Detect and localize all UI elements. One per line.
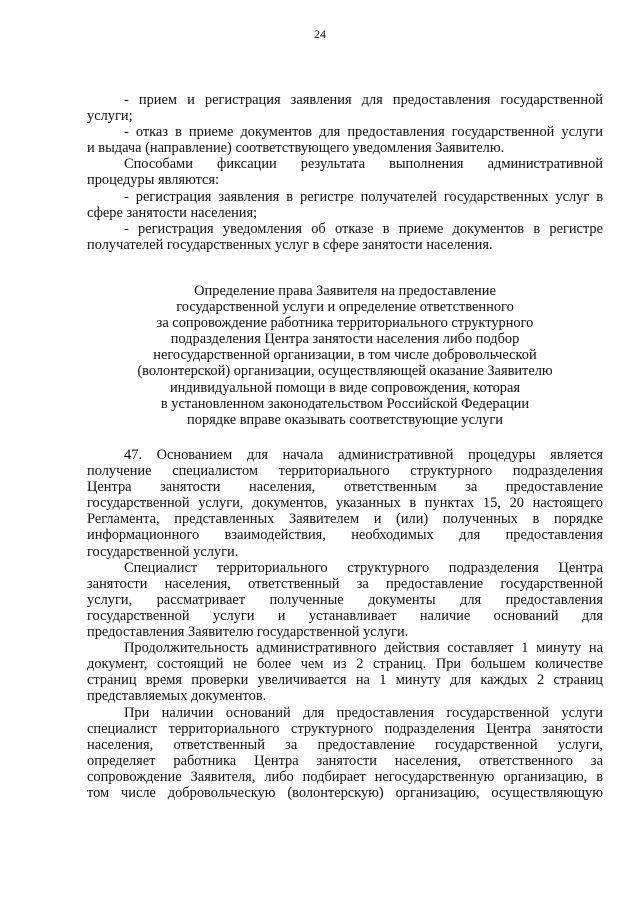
text-line: - регистрация уведомления об отказе в приеме документов в регистре [124, 220, 603, 237]
paragraph [87, 221, 603, 253]
paragraph [87, 189, 603, 221]
text-line: Специалист территориального структурного подразделения Центра [124, 559, 603, 576]
text-line: Регламента, представленных Заявителем и (или) полученных в порядке [87, 511, 603, 528]
heading-line: Определение права Заявителя на предоставление [194, 283, 496, 299]
body-section [87, 447, 603, 801]
page-number: 24 [314, 27, 326, 41]
heading-line: негосударственной организации, в том числе добровольческой [153, 347, 537, 364]
text-line: предоставления Заявителю государственной услуги. [87, 624, 409, 641]
paragraph [87, 705, 603, 802]
paragraph [87, 560, 603, 640]
text-line: представляемых документов. [87, 688, 267, 705]
heading-line: за сопровождение работника территориального структурного [156, 315, 534, 332]
paragraph [87, 640, 603, 704]
heading-line: порядке вправе оказывать соответствующие услуги [187, 411, 503, 428]
heading-line: индивидуальной помощи в виде сопровождения, которая [169, 379, 521, 396]
text-line: страниц время проверки увеличивается на 1 минуту для каждых 2 страниц [87, 672, 603, 689]
text-line: информационного взаимодействия, необходимых для предоставления [87, 527, 603, 544]
text-line: получателей государственных услуг в сфере занятости населения. [87, 236, 493, 253]
heading-line: подразделения Центра занятости населения либо подбор [170, 331, 520, 348]
paragraph [87, 447, 603, 560]
text-line: государственной услуги. [87, 543, 239, 560]
paragraph [87, 124, 603, 156]
text-line: сопровождение Заявителя, либо подбирает негосударственную организацию, в [87, 768, 603, 785]
heading-line: в установленном законодательством Российской Федерации [160, 395, 530, 412]
text-line: Продолжительность административного действия составляет 1 минуту на [124, 640, 603, 657]
text-line: - прием и регистрация заявления для предоставления государственной [124, 92, 603, 108]
text-line: получение специалистом территориального структурного подразделения [87, 463, 603, 480]
text-line: 47. Основанием для начала административной процедуры является [124, 447, 603, 463]
text-line: сфере занятости населения; [87, 204, 258, 221]
text-line: услуги; [87, 108, 133, 125]
text-line: - регистрация заявления в регистре получателей государственных услуг в [124, 188, 603, 205]
text-line: государственной услуги, документов, указанных в пунктах 15, 20 настоящего [87, 495, 603, 512]
text-line: и выдача (направление) соответствующего уведомления Заявителю. [87, 140, 505, 157]
section-heading [87, 283, 603, 428]
intro-section [87, 92, 603, 253]
text-line: услуги, рассматривает полученные документы для предоставления [87, 591, 603, 608]
text-line: населения, ответственный за предоставление государственной услуги, [87, 736, 603, 753]
text-line: процедуры являются: [87, 172, 220, 189]
text-line: Способами фиксации результата выполнения административной [124, 156, 603, 173]
text-line: том числе добровольческую (волонтерскую) организацию, осуществляющую [87, 784, 603, 801]
text-line: занятости населения, ответственный за предоставление государственной [87, 575, 603, 592]
heading-line: государственной услуги и определение ответственного [176, 299, 514, 316]
text-line: государственной услуги и устанавливает наличие оснований для [87, 607, 603, 624]
paragraph [87, 92, 603, 124]
heading-line: (волонтерской) организации, осуществляющей оказание Заявителю [137, 363, 553, 380]
text-line: документ, состоящий не более чем из 2 страниц. При большем количестве [87, 656, 603, 673]
text-line: - отказ в приеме документов для предоставления государственной услуги [124, 124, 603, 141]
text-line: Центра занятости населения, ответственным за предоставление [87, 479, 603, 496]
paragraph [87, 156, 603, 188]
text-line: специалист территориального структурного подразделения Центра занятости [87, 720, 603, 737]
text-line: При наличии оснований для предоставления государственной услуги [124, 704, 603, 721]
text-line: определяет работника Центра занятости населения, ответственного за [87, 752, 603, 769]
